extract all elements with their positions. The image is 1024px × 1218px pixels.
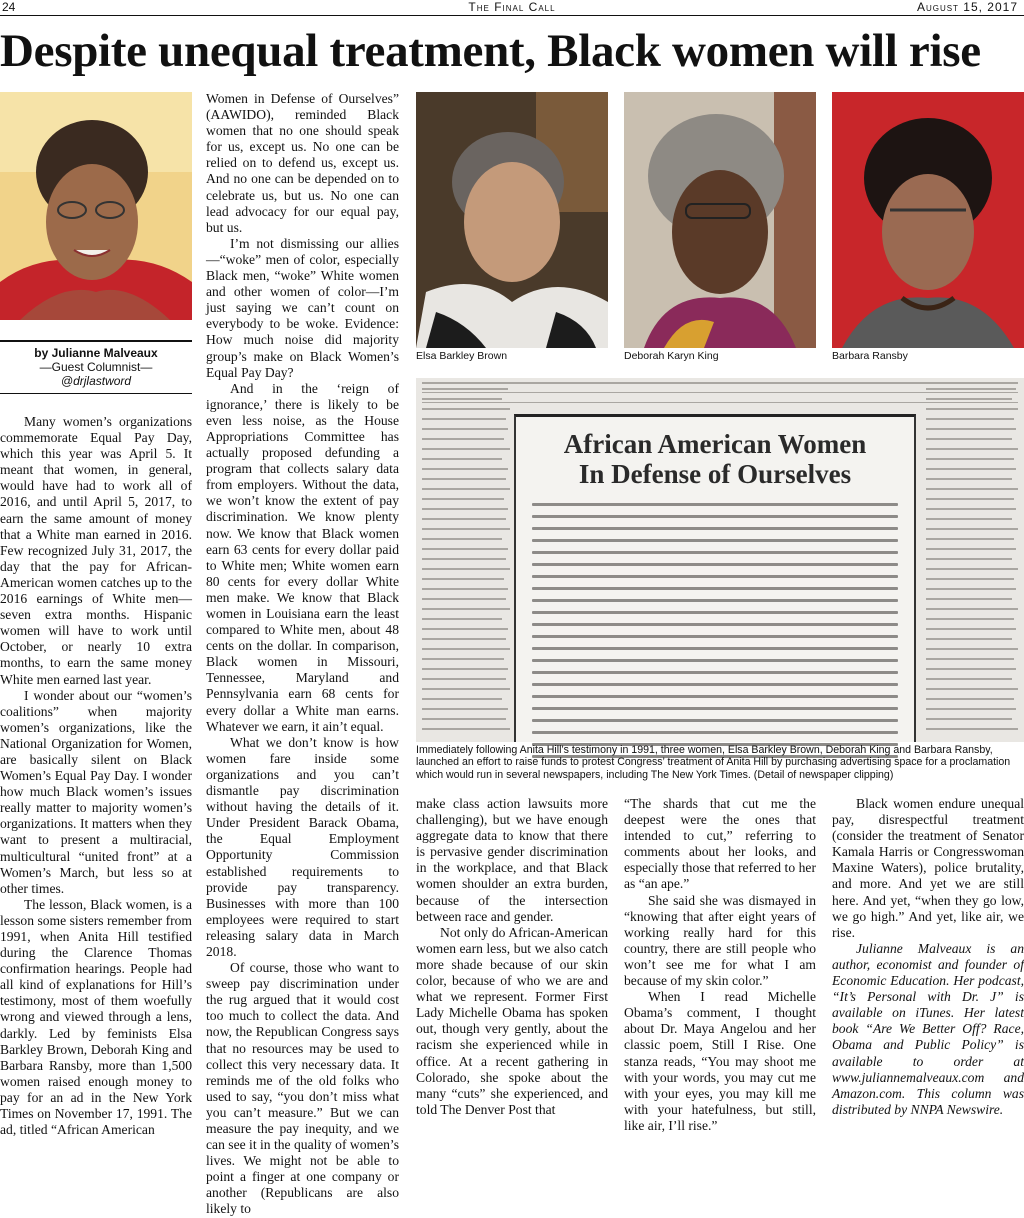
ad-panel <box>514 414 916 742</box>
author-handle: @drjlastword <box>60 374 132 388</box>
author-bio: Julianne Malveaux is an author, economist and founder of Economic Education. Her podcast, “It’s Personal with Dr. J” is available on iTunes. Her latest book “Are We Better Off? Race, Obama and Public Policy” is available to order at www.juliannemalveaux.com and Amazon.com. This column was distributed by NNPA Newswire. <box>832 940 1024 1117</box>
photo-deborah-karyn-king <box>624 92 816 348</box>
issue-date: August 15, 2017 <box>916 0 1018 14</box>
folio-bar <box>0 0 1024 16</box>
article-paragraph: Black women endure unequal pay, disrespectful treatment (consider the treatment of Senator Kamala Harris or Congresswoman Maxine Waters), police brutality, and more. And yet we are still here. And yet, “when they go low, we go high.” And yet, like air, we rise. <box>832 796 1024 940</box>
byline-top-rule <box>0 340 192 342</box>
photo-caption-2: Deborah Karyn King <box>624 350 719 362</box>
photo-barbara-ransby <box>832 92 1024 348</box>
photo-caption-1: Elsa Barkley Brown <box>416 350 508 362</box>
article-paragraph: What we don’t know is how women fare inside some organizations and you can’t dismantle pay discrimination without having the details of it. Under President Barack Obama, the Equal Employment Opportunity Commission established requirements to provide pay transparency. Businesses with more than 100 employees were required to start releasing salary data in March 2018. <box>206 734 399 959</box>
article-paragraph: Women in Defense of Ourselves” (AAWIDO), reminded Black women that no one should speak for us, except us. No one can be relied on to defend us, except us. And no one can be depended on to celebrate us, but us. No one can lead advocacy for our equal pay, but us. <box>206 91 399 235</box>
article-paragraph: I’m not dismissing our allies—“woke” men of color, especially Black men, “woke” White women and other women of color—I’m just saying we can’t count on everybody to be woke. Evidence: How much noise did majority group’s make on Black Women’s Equal Pay Day? <box>206 235 399 380</box>
ad-body-text <box>532 503 898 767</box>
article-paragraph: I wonder about our “women’s coalitions” when majority women’s organizations, like the National Organization for Women, are basically silent on Black Women’s Equal Pay Day. I wonder how much Black women’s issues really matter to majority women’s organizations. It matters when they want to present a multiracial, multicultural “united front” at a Women’s March, but less so at other times. <box>0 687 192 896</box>
article-paragraph: She said she was dismayed in “knowing that after eight years of working really hard for this country, there are still people who won’t see me for what I am because of my skin color.” <box>624 892 816 989</box>
headline: Despite unequal treatment, Black women will rise <box>0 25 981 77</box>
article-paragraph: Of course, those who want to sweep pay discrimination under the rug argued that it would cost too much to collect the data. And now, the Republican Congress says that no resources may be used to collect this very necessary data. It reminds me of the old folks who used to say, “you don’t miss what you can’t measure.” But we can measure the pay inequity, and we can see it in the quality of women’s lives. We might not be able to point a finger at one company or another (Republicans are also likely to <box>206 960 399 1217</box>
article-paragraph: When I read Michelle Obama’s comment, I thought about Dr. Maya Angelou and her classic poem, Still I Rise. One stanza reads, “You may shoot me with your words, you may cut me with your eyes, you may kill me with your hatefulness, but still, like air, I’ll rise.” <box>624 989 816 1133</box>
article-paragraph: And in the ‘reign of ignorance,’ there is likely to be even less noise, as the House Appropriations Committee has actually proposed defunding a program that collects salary data from employers. Without the data, we won’t know the extent of pay discrimination. We know plenty now. We know that Black women earn 63 cents for every dollar paid to White men; White women earn 80 cents for every dollar White men make. We know that Black women in Louisiana earn the least compared to White men, about 48 cents on the dollar. In comparison, Black women in Missouri, Tennessee, Maryland and Pennsylvania earn 68 cents for every dollar a White man earns. Whatever we earn, it ain’t equal. <box>206 380 399 734</box>
article-column-1 <box>0 414 192 1138</box>
clipping-caption: Immediately following Anita Hill’s testimony in 1991, three women, Elsa Barkley Brown, Deborah King and Barbara Ransby, launched an effort to raise funds to protest Congress’ treatment of Anita Hill by purchasing advertising space for a proclamation which would run in several newspapers, including The New York Times. (Detail of newspaper clipping) <box>416 744 1011 781</box>
article-column-5 <box>832 796 1024 1118</box>
author-photo <box>0 92 192 320</box>
article-column-2 <box>206 91 399 1218</box>
publication-name: The Final Call <box>468 0 556 14</box>
byline-box <box>0 340 192 394</box>
article-paragraph: Not only do African-American women earn less, but we also catch more shade because of our skin color, because of who we are and what we represent. Former First Lady Michelle Obama has spoken out, though very gently, about the racism she experienced while in office. At a recent gathering in Colorado, she spoke about the many “cuts” she experienced, and told The Denver Post that <box>416 924 608 1117</box>
article-column-3 <box>416 796 608 1118</box>
article-paragraph: The lesson, Black women, is a lesson some sisters remember from 1991, when Anita Hill testified during the Clarence Thomas confirmation hearings. People had all kind of explanations for Hill’s testimony, most of them woefully wrong and viewed through a lens, darkly. Led by feminists Elsa Barkley Brown, Deborah King and Barbara Ransby, more than 1,500 women raised enough money to pay for an ad in the New York Times on November 17, 1991. The ad, titled “African American <box>0 896 192 1138</box>
folio-rule <box>0 15 1024 16</box>
author-role: —Guest Columnist— <box>39 360 153 374</box>
newspaper-clipping-image <box>416 378 1024 742</box>
article-paragraph: make class action lawsuits more challenging), but we have enough aggregate data to know that there is pervasive gender discrimination in the workplace, and that Black women shoulder an extra burden, because of the intersection between race and gender. <box>416 796 608 924</box>
author-name: by Julianne Malveaux <box>34 346 158 360</box>
ad-title <box>516 429 914 489</box>
ad-title-line-1: African American Women <box>563 429 867 459</box>
article-paragraph: Many women’s organizations commemorate Equal Pay Day, which this year was April 5. It meant that women, in general, would have had to work all of 2016, and until April 5, 2017, to earn the same amount of money that a White man earned in 2016. Few recognized July 31, 2017, the day that the pay for African-American women catches up to the 2016 earnings of White men—seven extra months. Hispanic women will have to work until October, or nearly 10 extra months, to earn the same money White men earned last year. <box>0 414 192 687</box>
page-number: 24 <box>2 0 16 14</box>
photo-caption-3: Barbara Ransby <box>832 350 908 362</box>
ad-title-line-2: In Defense of Ourselves <box>578 459 852 489</box>
byline-bottom-rule <box>0 393 192 394</box>
photo-elsa-barkley-brown <box>416 92 608 348</box>
article-column-4 <box>624 796 816 1134</box>
article-paragraph: “The shards that cut me the deepest were the ones that intended to cut,” referring to comments about her looks, and especially those that referred to her as “an ape.” <box>624 796 816 892</box>
